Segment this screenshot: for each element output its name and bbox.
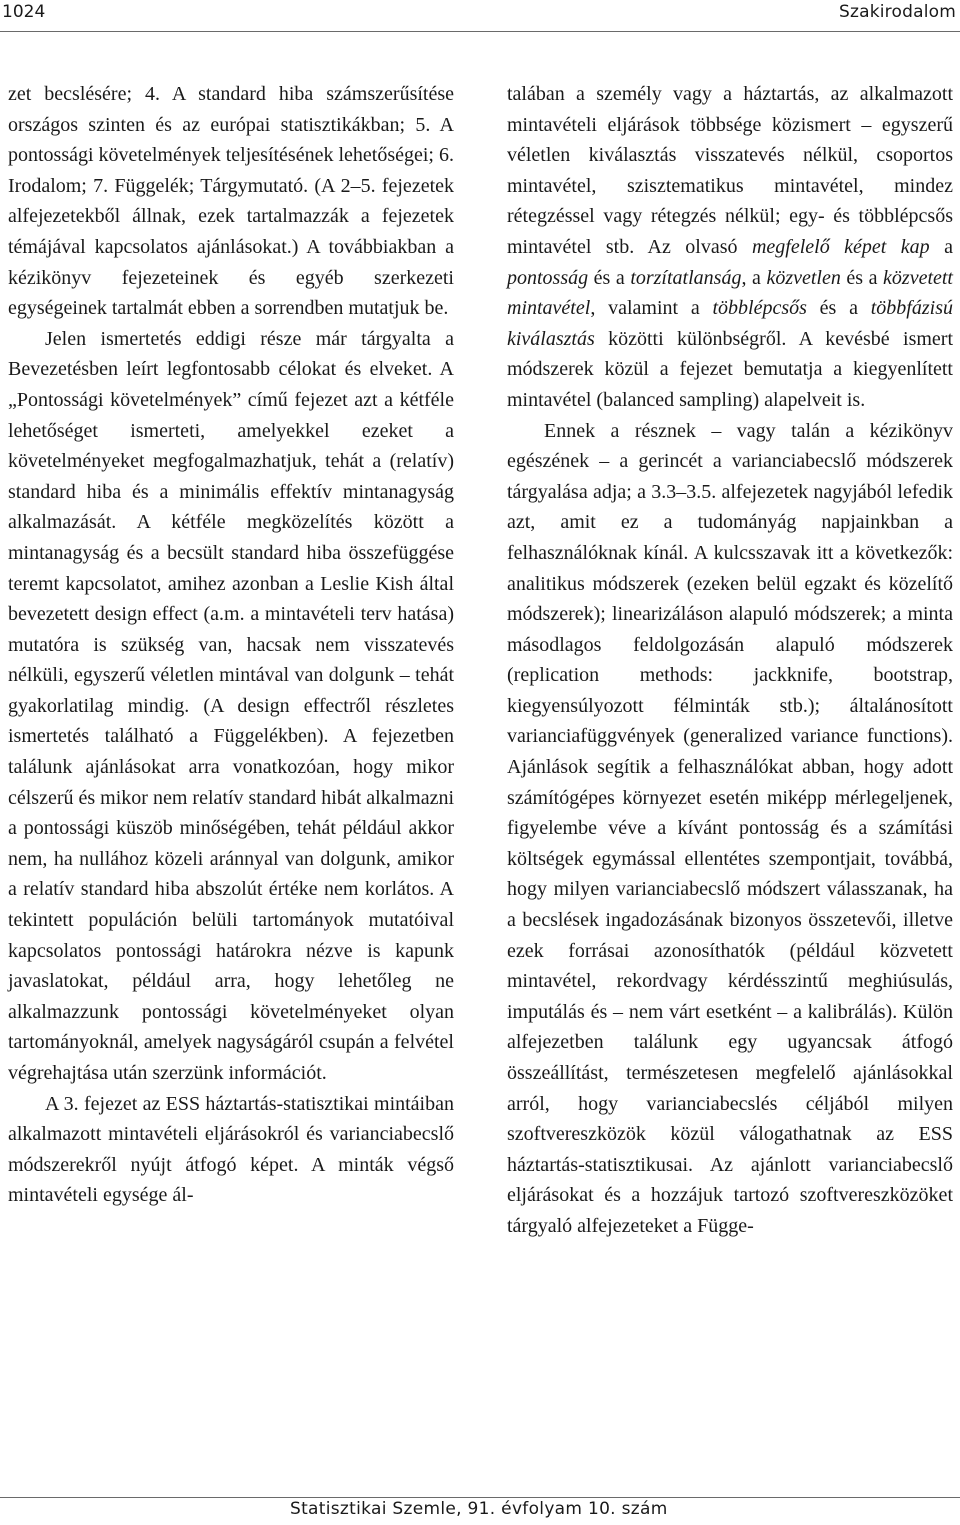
left-paragraph-1: zet becslésére; 4. A standard hiba számszerűsítése országos szinten és az európai statisztikákban; 5. A pontossági követelmények teljesítésének lehetőségei; 6. Irodalom; 7. Függelék; Tárgymutató. (A 2–5. fejezetek alfejezetekből állnak, ezek tartalmazzák a fejezetek témájával kapcsolatos ajánlásokat.) A továbbiakban a kézikönyv fejezeteinek és egyéb szerkezeti egységeinek tartalmát ebben a sorrendben mutatjuk be. (8, 83, 454, 320)
italic-term: torzítatlanság (630, 266, 742, 289)
journal-footer: Statisztikai Szemle, 91. évfolyam 10. szám (290, 1499, 668, 1519)
text-run: talában a személy vagy a háztartás, az alkalmazott mintavételi eljárások többsége közismert – egyszerű véletlen kiválasztás visszatevés nélkül, csoportos mintavétel, szisztematikus mintavétel, mindez rétegzéssel vagy rétegzés nélkül; egy- és többlépcsős mintavétel stb. Az olvasó (507, 83, 953, 258)
italic-term: közvetlen (766, 266, 841, 289)
left-paragraph-3: A 3. fejezet az ESS háztartás-statisztikai mintáiban alkalmazott mintavételi eljárásokról és varianciabecslő módszerekről nyújt átfogó képet. A minták végső mintavételi egysége ál- (8, 1092, 454, 1207)
header-divider (0, 31, 960, 32)
right-column (507, 79, 953, 1242)
footer-divider (0, 1497, 960, 1498)
text-run: közötti különbségről. A kevésbé ismert módszerek közül a fejezet bemutatja a kiegyenlített mintavétel (balanced sampling) alapelveit is. (507, 327, 953, 411)
left-column (8, 79, 454, 1211)
page-header (0, 0, 960, 28)
text-run: és a (588, 266, 631, 289)
italic-term: közvetett mintavétel (507, 266, 953, 320)
left-paragraph-2: Jelen ismertetés eddigi része már tárgyalta a Bevezetésben leírt legfontosabb célokat és elveket. A „Pontossági követelmények” című fejezet azt a kétféle lehetőséget ismerteti, amelyekkel ezeket a követelményeket megfogalmazhatjuk, tehát a (relatív) standard hiba és a minimális effektív mintanagyság alkalmazását. A kétféle megközelítés között a mintanagyság és a becsült standard hiba összefüggése teremt kapcsolatot, amihez azonban a Leslie Kish által bevezetett design effect (a.m. a mintavételi terv hatása) mutatóra is szükség van, hacsak nem visszatevés nélküli, egyszerű véletlen mintával van dolgunk – tehát gyakorlatilag mindig. (A design effectről részletes ismertetés található a Függelékben). A fejezetben találunk ajánlásokat arra vonatkozóan, hogy mikor célszerű és mikor nem relatív standard hibát alkalmazni a pontossági küszöb minőségében, tehát például akkor nem, ha nullához közeli aránnyal van dolgunk, amikor a relatív standard hiba abszolút értéke nem korlátos. A tekintett populáción belüli tartományok mutatóival kapcsolatos pontossági határokra nézve is kapunk javaslatokat, például arra, hogy lehetőleg ne alkalmazzunk pontossági követelményeket olyan tartományoknál, amelyek nagyságáról csupán a felvétel végrehajtása után szerzünk információt. (8, 327, 454, 1084)
italic-term: pontosság (507, 266, 589, 289)
text-run: a (929, 235, 953, 258)
text-run: és a (840, 266, 884, 289)
italic-term: többlépcsős (712, 297, 807, 320)
text-run: , a (741, 266, 767, 289)
page-number: 1024 (2, 2, 46, 22)
text-run: , valamint a (590, 297, 713, 320)
text-run: és a (806, 297, 871, 320)
italic-term: többfázisú kiválasztás (507, 297, 953, 350)
right-paragraph-2: Ennek a résznek – vagy talán a kézikönyv egészének – a gerincét a varianciabecslő módszerek tárgyalása adja; a 3.3–3.5. alfejezetek nagyjából lefedik azt, amit ez a tudományág napjainkban a felhasználóknak kínál. A kulcsszavak itt a következők: analitikus módszerek (ezeken belül egzakt és közelítő módszerek); linearizáláson alapuló módszerek; a minta másodlagos feldolgozásán alapuló módszerek (replication methods: jackknife, bootstrap, kiegyensúlyozott félminták stb.); általánosított varianciafüggvények (generalized variance functions). Ajánlások segítik a felhasználókat abban, hogy adott számítógépes környezet esetén miképp mérlegeljenek, figyelembe véve a kívánt pontosság és a számítási költségek egymással ellentétes szempontjait, továbbá, hogy milyen varianciabecslő módszert válasszanak, ha a becslések ingadozásának bizonyos összetevői, illetve ezek forrásai azonosíthatók (például közvetett mintavétel, rekordvagy kérdésszintű meghiúsulás, imputálás és – nem várt esetként – a kalibrálás). Külön alfejezetben találunk egy ugyancsak átfogó összeállítást, természetesen megfelelő ajánlásokkal arról, hogy varianciabecslés céljából milyen szoftvereszközök közül válogathatnak az ESS háztartás-statisztikusai. Az ajánlott varianciabecslő eljárásokat és a hozzájuk tartozó szoftvereszközöket tárgyaló alfejezeteket a Függe- (507, 419, 953, 1237)
right-paragraph-1 (507, 79, 953, 416)
italic-term: megfelelő képet kap (751, 235, 930, 258)
section-title: Szakirodalom (838, 2, 956, 22)
